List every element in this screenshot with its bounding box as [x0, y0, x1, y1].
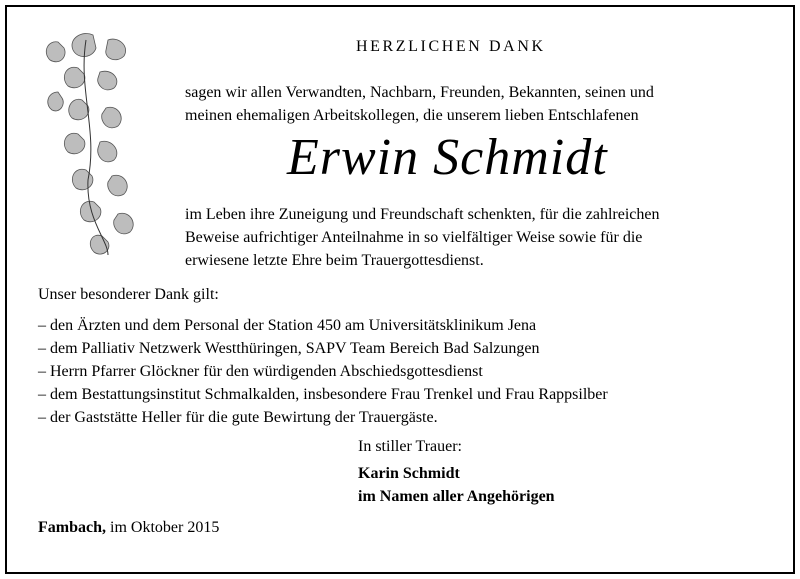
signer-name: Karin Schmidt — [358, 465, 460, 482]
list-item: – Herrn Pfarrer Glöckner für den würdigenden Abschiedsgottesdienst — [38, 363, 483, 380]
list-item: – dem Palliativ Netzwerk Westthüringen, SAPV Team Bereich Bad Salzungen — [38, 340, 540, 357]
body-line: Beweise aufrichtiger Anteilnahme in so vielfältiger Weise sowie für die — [185, 229, 643, 246]
place: Fambach, — [38, 519, 106, 536]
list-item: – dem Bestattungsinstitut Schmalkalden, insbesondere Frau Trenkel und Frau Rappsilber — [38, 386, 608, 403]
body-line: erwiesene letzte Ehre beim Trauergottesdienst. — [185, 252, 484, 269]
signer-relation: im Namen aller Angehörigen — [358, 488, 555, 505]
place-date — [38, 519, 219, 537]
thanks-heading: Unser besonderer Dank gilt: — [38, 286, 219, 303]
signers — [358, 462, 555, 508]
date: im Oktober 2015 — [110, 519, 220, 536]
intro-line: meinen ehemaligen Arbeitskollegen, die unserem lieben Entschlafenen — [185, 107, 639, 124]
body-text — [185, 203, 745, 272]
notice-title: HERZLICHEN DANK — [356, 38, 546, 55]
ivy-leaves-icon — [38, 30, 148, 260]
list-item: – den Ärzten und dem Personal der Station 450 am Universitätsklinikum Jena — [38, 317, 537, 334]
body-line: im Leben ihre Zuneigung und Freundschaft schenkten, für die zahlreichen — [185, 206, 660, 223]
intro-line: sagen wir allen Verwandten, Nachbarn, Freunden, Bekannten, seinen und — [185, 84, 654, 101]
deceased-name: Erwin Schmidt — [287, 129, 608, 186]
thanks-list — [38, 314, 608, 429]
intro-text — [185, 81, 745, 127]
mourning-label: In stiller Trauer: — [358, 438, 462, 455]
list-item: – der Gaststätte Heller für die gute Bewirtung der Trauergäste. — [38, 409, 438, 426]
